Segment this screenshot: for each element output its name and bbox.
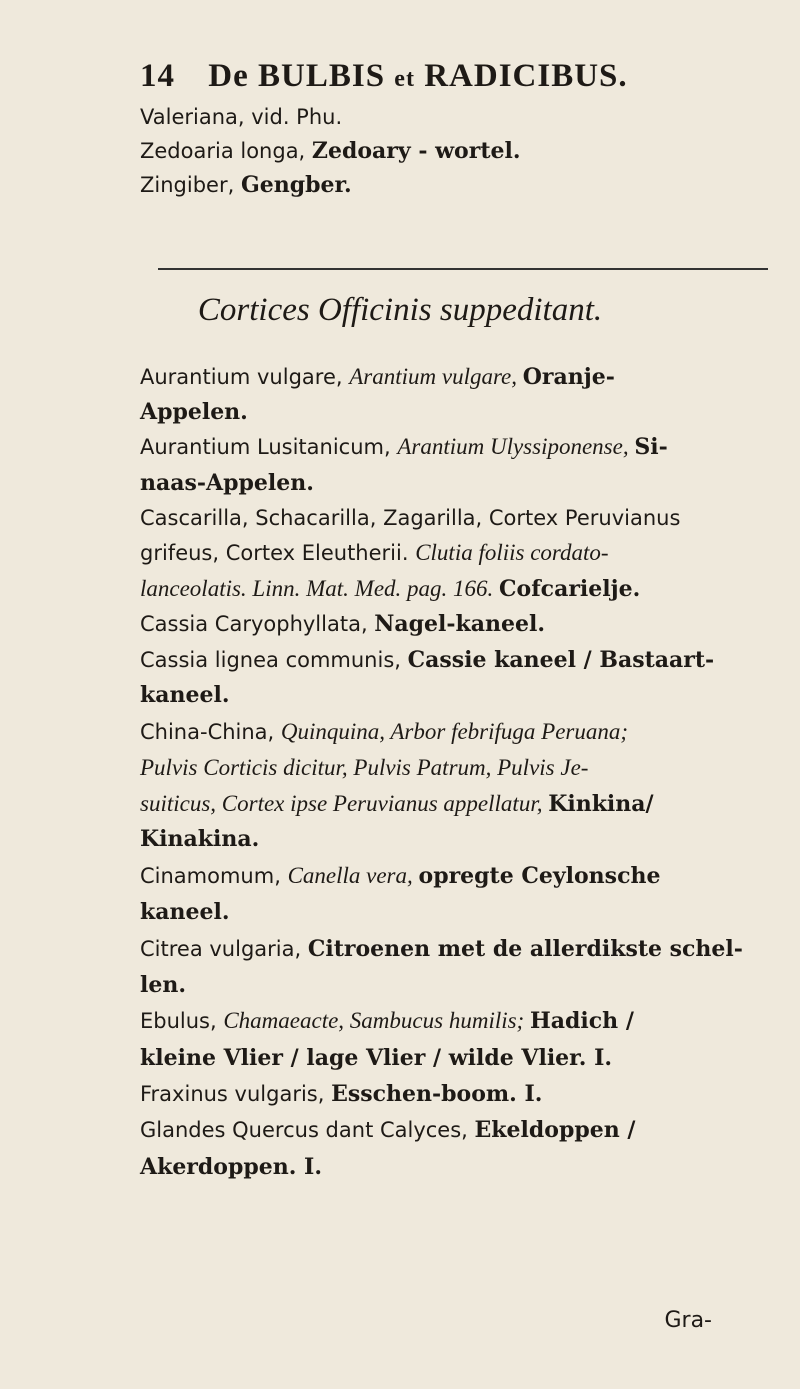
entry-text-goth: kleine Vlier / lage Vlier / wilde Vlier. I. [140, 1045, 613, 1071]
entry-text-sans: Cascarilla, Schacarilla, Zagarilla, Cortex Peruvianus [140, 506, 681, 530]
entry-line [140, 574, 640, 605]
entry-text-it: Canella vera, [287, 863, 419, 888]
header-word-bulbis: BULBIS [257, 58, 386, 94]
entry-line [140, 397, 248, 428]
entry-text-it: Quinquina, Arbor febrifuga Peruana; [280, 719, 629, 744]
entry-text-it: Arantium Ulyssiponense, [397, 434, 635, 459]
entry-text-goth: opregte Ceylonsche [418, 863, 661, 889]
entry-text-it: Arantium vulgare, [349, 364, 523, 389]
entry-text-goth: Esschen-boom. I. [331, 1081, 543, 1107]
entry-text-sans: Cassia lignea communis, [140, 648, 408, 672]
entry-text-sans: Glandes Quercus dant Calyces, [140, 1118, 475, 1142]
entry-text-sans: Aurantium Lusitanicum, [140, 435, 398, 459]
entry-line [140, 1115, 635, 1146]
entry-text-it: Clutia foliis cordato- [415, 540, 609, 565]
entry-text-it: Pulvis Corticis dicitur, Pulvis Patrum, Pulvis Je- [140, 755, 589, 780]
entry-text-goth: Appelen. [140, 399, 248, 425]
entry-text-goth: Ekeldoppen / [474, 1117, 636, 1143]
entry-line [140, 680, 230, 711]
entry-text-goth: Oranje- [522, 364, 615, 390]
entry-text-it: Chamaeacte, Sambucus humilis; [223, 1008, 530, 1033]
section-title: Cortices Officinis suppeditant. [197, 292, 603, 328]
entry-line [140, 789, 654, 820]
entry-text-goth: Si- [634, 434, 668, 460]
entry-zingiber: Zingiber, Gengber. [140, 172, 352, 198]
entry-text-goth: Cofcarielje. [499, 576, 641, 602]
header-word-radicibus: RADICIBUS. [424, 58, 628, 94]
entry-text-sans: Ebulus, [140, 1009, 224, 1033]
entry-text-sans: Cassia Caryophyllata, [140, 612, 375, 636]
entry-line [140, 362, 615, 393]
page-number: 14 [140, 58, 175, 94]
entry-text-sans: Fraxinus vulgaris, [140, 1082, 332, 1106]
entry-line [140, 645, 714, 676]
entry-line [140, 1152, 322, 1183]
running-header [140, 58, 740, 95]
entry-line [140, 468, 314, 499]
entry-line [140, 1079, 542, 1110]
entry-text-it: lanceolatis. Linn. Mat. Med. pag. 166. [140, 576, 500, 601]
entry-line [140, 897, 230, 928]
entry-text-sans: Aurantium vulgare, [140, 365, 350, 389]
entry-text-goth: Cassie kaneel / Bastaart- [407, 647, 715, 673]
entry-text-sans: grifeus, Cortex Eleutherii. [140, 541, 416, 565]
entry-text-goth: Akerdoppen. I. [140, 1154, 322, 1180]
entry-zedoaria: Zedoaria longa, Zedoary - wortel. [140, 138, 521, 164]
entry-text-goth: Citroenen met de allerdikste schel- [307, 936, 743, 962]
entry-line [140, 432, 668, 463]
entry-line [140, 717, 628, 748]
entry-text-sans: China-China, [140, 720, 281, 744]
entry-line [140, 609, 545, 640]
entry-line [140, 824, 259, 855]
entry-line [140, 1006, 634, 1037]
entry-text-goth: Kinkina/ [548, 791, 654, 817]
catchword: Gra- [664, 1308, 712, 1333]
entry-line [140, 538, 609, 569]
entry-text-goth: kaneel. [140, 899, 230, 925]
entry-line [140, 861, 660, 892]
entry-line [140, 934, 743, 965]
entry-text-sans: Citrea vulgaria, [140, 937, 308, 961]
entry-valeriana: Valeriana, vid. Phu. [140, 105, 343, 129]
entry-text-goth: Hadich / [529, 1008, 634, 1034]
entry-line [140, 503, 680, 534]
entry-text-sans: Cinamomum, [140, 864, 288, 888]
entry-line [140, 1043, 612, 1074]
entry-text-goth: Nagel-kaneel. [374, 611, 546, 637]
entry-text-it: suiticus, Cortex ipse Peruvianus appellatur, [140, 791, 549, 816]
entry-text-goth: naas-Appelen. [140, 470, 314, 496]
entry-text-goth: kaneel. [140, 682, 230, 708]
header-word-et: et [394, 66, 415, 92]
entry-line [140, 753, 588, 784]
section-divider [158, 268, 768, 270]
entry-line [140, 970, 186, 1001]
header-word-de: De [208, 58, 249, 94]
entry-text-goth: len. [140, 972, 187, 998]
entry-text-goth: Kinakina. [140, 826, 260, 852]
